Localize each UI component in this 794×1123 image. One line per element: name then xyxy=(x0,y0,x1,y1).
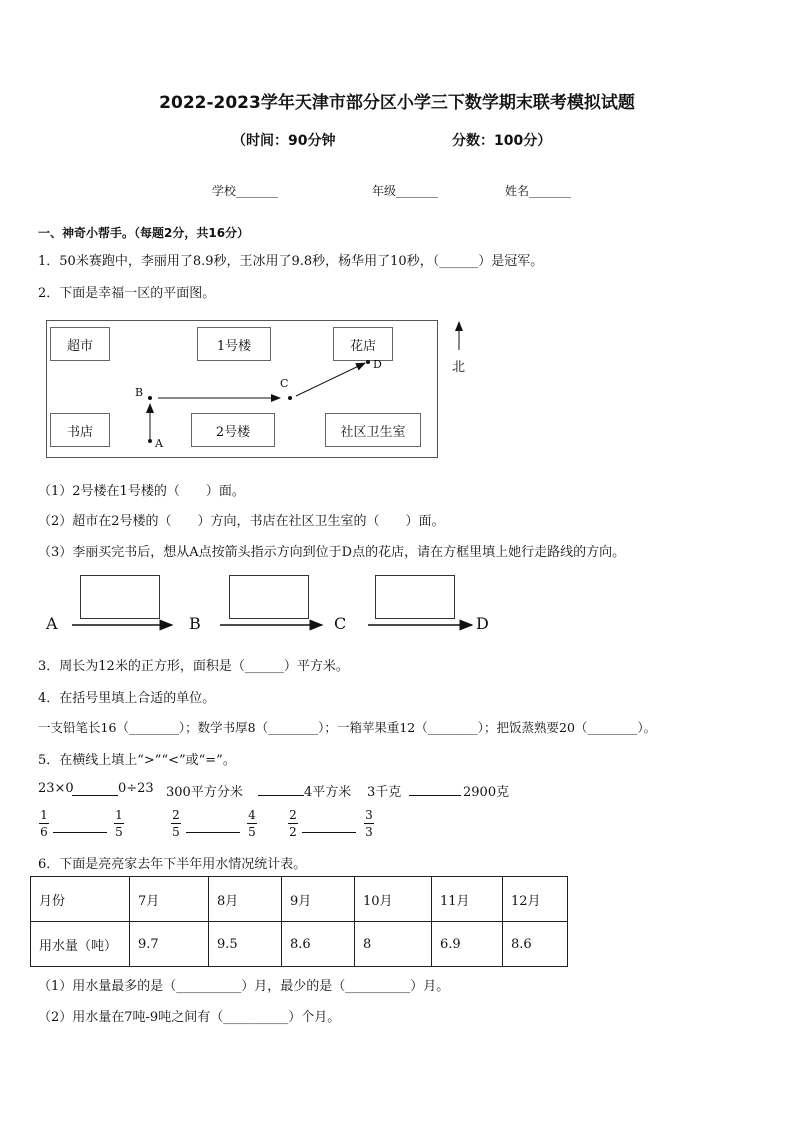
fraction-3-3: 3 3 xyxy=(365,808,373,839)
table-cell: 9月 xyxy=(282,877,355,922)
map-flower-shop: 花店 xyxy=(333,327,393,361)
point-c-label: C xyxy=(280,377,289,390)
map-supermarket: 超市 xyxy=(50,327,110,361)
fraction-4-5: 4 5 xyxy=(248,808,256,839)
question-6-1: （1）用水量最多的是（__________）月，最少的是（__________）月。 xyxy=(38,979,450,994)
table-cell: 9.5 xyxy=(209,922,282,967)
table-row xyxy=(31,877,568,922)
table-cell: 8 xyxy=(355,922,432,967)
north-label: 北 xyxy=(452,360,466,375)
route-point-b: B xyxy=(189,614,201,633)
fraction-blank-2[interactable] xyxy=(186,832,240,833)
exam-time: （时间：90分钟 xyxy=(232,133,336,149)
compare-f: 2900克 xyxy=(463,785,510,800)
page-title: 2022-2023学年天津市部分区小学三下数学期末联考模拟试题 xyxy=(159,93,635,113)
question-5: 5．在横线上填上“>”“<”或“=”。 xyxy=(38,753,236,768)
map-building-2: 2号楼 xyxy=(191,413,275,447)
table-cell: 8月 xyxy=(209,877,282,922)
point-a-dot xyxy=(148,439,152,443)
question-4-line: 一支铅笔长16（________）；数学书厚8（________）；一箱苹果重12（________）；把饭蒸熟要20（________）。 xyxy=(38,720,657,735)
question-2: 2．下面是幸福一区的平面图。 xyxy=(38,286,216,301)
route-point-a: A xyxy=(46,614,58,633)
compare-c: 300平方分米 xyxy=(166,785,243,800)
compare-blank-1[interactable] xyxy=(72,795,118,796)
question-6-2: （2）用水量在7吨-9吨之间有（__________）个月。 xyxy=(38,1010,341,1025)
section-heading: 一、神奇小帮手。（每题2分，共16分） xyxy=(38,226,250,240)
table-cell: 月份 xyxy=(31,877,130,922)
fraction-blank-1[interactable] xyxy=(53,832,107,833)
arrow-c-to-d xyxy=(296,363,365,396)
question-4: 4．在括号里填上合适的单位。 xyxy=(38,691,216,706)
grade-field: 年级_______ xyxy=(372,184,439,198)
question-6: 6．下面是亮亮家去年下半年用水情况统计表。 xyxy=(38,857,307,872)
fraction-2-2: 2 2 xyxy=(289,808,297,839)
compare-blank-3[interactable] xyxy=(409,795,461,796)
point-d-label: D xyxy=(373,358,382,371)
point-b-dot xyxy=(148,396,152,400)
question-2-1: （1）2号楼在1号楼的（ ）面。 xyxy=(38,484,245,499)
table-cell: 9.7 xyxy=(130,922,209,967)
compare-d: 4平方米 xyxy=(304,785,352,800)
exam-score: 分数：100分） xyxy=(452,133,552,149)
fraction-1-5: 1 5 xyxy=(115,808,123,839)
question-3: 3．周长为12米的正方形，面积是（______）平方米。 xyxy=(38,659,349,674)
compare-e: 3千克 xyxy=(367,785,402,800)
point-d-dot xyxy=(366,360,370,364)
question-2-3: （3）李丽买完书后，想从A点按箭头指示方向到位于D点的花店，请在方框里填上她行走路线的方向。 xyxy=(38,545,626,560)
table-cell: 用水量（吨） xyxy=(31,922,130,967)
question-2-2: （2）超市在2号楼的（ ）方向，书店在社区卫生室的（ ）面。 xyxy=(38,514,445,529)
route-point-c: C xyxy=(334,614,347,633)
compare-blank-2[interactable] xyxy=(258,795,304,796)
table-cell: 8.6 xyxy=(503,922,568,967)
table-row xyxy=(31,922,568,967)
compare-b: 0÷23 xyxy=(118,781,154,796)
point-c-dot xyxy=(288,396,292,400)
table-cell: 8.6 xyxy=(282,922,355,967)
map-building-1: 1号楼 xyxy=(197,327,271,361)
route-point-d: D xyxy=(476,614,489,633)
table-cell: 12月 xyxy=(503,877,568,922)
school-field: 学校_______ xyxy=(212,184,279,198)
map-clinic: 社区卫生室 xyxy=(325,413,421,447)
question-1: 1．50米赛跑中，李丽用了8.9秒，王冰用了9.8秒，杨华用了10秒，（______）是冠军。 xyxy=(38,254,544,269)
fraction-blank-3[interactable] xyxy=(302,832,356,833)
fraction-2-5: 2 5 xyxy=(172,808,180,839)
water-usage-table xyxy=(30,876,568,967)
point-b-label: B xyxy=(135,386,144,399)
map-bookstore: 书店 xyxy=(50,413,110,447)
table-cell: 7月 xyxy=(130,877,209,922)
table-cell: 11月 xyxy=(432,877,503,922)
table-cell: 10月 xyxy=(355,877,432,922)
table-cell: 6.9 xyxy=(432,922,503,967)
compare-a: 23×0 xyxy=(38,781,74,796)
point-a-label: A xyxy=(155,437,163,450)
direction-box-2[interactable] xyxy=(229,575,309,619)
name-field: 姓名_______ xyxy=(505,184,572,198)
direction-box-3[interactable] xyxy=(375,575,455,619)
direction-box-1[interactable] xyxy=(80,575,160,619)
fraction-1-6: 1 6 xyxy=(40,808,48,839)
